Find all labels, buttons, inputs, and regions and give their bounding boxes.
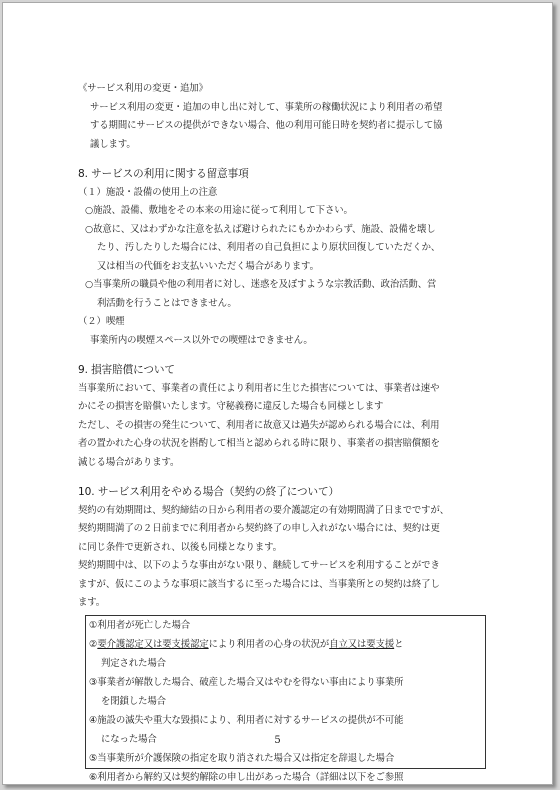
section-9-line: 減じる場合があります。 (78, 456, 180, 468)
condition-item: ⑥利用者から解約又は契約解除の申し出があった場合（詳細は以下をご参照 (89, 771, 404, 783)
condition-item-cont: 判定された場合 (101, 657, 166, 669)
section-8-title: 8. サービスの利用に関する留意事項 (78, 168, 249, 180)
section-9-title: 9. 損害賠償について (78, 364, 175, 376)
section-10-line: に同じ条件で更新され、以後も同様となります。 (78, 541, 282, 553)
section-10-line: ます。 (78, 597, 106, 608)
section-10-title: 10. サービス利用をやめる場合（契約の終了について） (78, 486, 339, 498)
change-line: 議します。 (90, 138, 136, 150)
section-10-line: ますが、仮にこのような事項に該当するに至った場合には、当事業所との契約は終了し (78, 578, 440, 590)
condition-item (89, 635, 485, 654)
section-9-line: 当事業所において、事業者の責任により利用者に生じた損害については、事業者は速や (78, 382, 440, 394)
section-9-line: かにその損害を賠償いたします。守秘義務に違反した場合も同様とします (78, 401, 384, 412)
condition-item: ①利用者が死亡した場合 (89, 619, 191, 631)
section-8-sub2: （２）喫煙 (78, 316, 125, 327)
condition-text: と (394, 638, 404, 650)
section-8-item: ○当事業所の職員や他の利用者に対し、迷惑を及ぼすような宗教活動、政治活動、営 (85, 279, 437, 290)
condition-marker: ② (89, 638, 98, 650)
change-heading: 《サービス利用の変更・追加》 (78, 83, 208, 94)
condition-item-cont: を閉鎖した場合 (101, 695, 166, 707)
section-8-sub1: （１）施設・設備の使用上の注意 (78, 186, 218, 198)
section-10-line: 契約期間満了の２日前までに利用者から契約終了の申し入れがない場合には、契約は更 (78, 523, 440, 534)
underlined-term: 要介護認定又は要支援認定 (97, 638, 209, 650)
section-8-item-cont: たり、汚したりした場合には、利用者の自己負担により原状回復していただくか、 (97, 242, 441, 253)
change-line: する期間にサービスの提供ができない場合、他の利用可能日時を契約者に提示して協 (90, 120, 443, 131)
section-8-item: ○施設、設備、敷地をその本来の用途に従って利用して下さい。 (85, 205, 353, 216)
condition-item-cont: になった場合 (101, 733, 157, 745)
section-10-line: 契約期間中は、以下のような事由がない限り、継続してサービスを利用することができ (78, 560, 440, 571)
document-page (2, 2, 553, 785)
underlined-term: 自立又は要支援 (329, 638, 395, 650)
page-content (78, 80, 492, 783)
change-line: サービス利用の変更・追加の申し出に対して、事業所の稼働状況により利用者の希望 (90, 101, 443, 113)
condition-item: ⑤当事業所が介護保険の指定を取り消された場合又は指定を辞退した場合 (89, 752, 395, 764)
page-number: 5 (274, 735, 281, 746)
condition-item: ③事業者が解散した場合、破産した場合又はやむを得ない事由により事業所 (89, 676, 404, 688)
smoking-text: 事業所内の喫煙スペース以外での喫煙はできません。 (90, 334, 313, 346)
section-8-item-cont: 利活動を行うことはできません。 (97, 297, 237, 309)
condition-item: ④施設の滅失や重大な毀損により、利用者に対するサービスの提供が不可能 (89, 714, 404, 726)
section-10-line: 契約の有効期間は、契約締結の日から利用者の要介護認定の有効期間満了日までですが、 (78, 504, 450, 516)
section-8-item-cont: 又は相当の代価をお支払いいただく場合があります。 (97, 260, 319, 272)
condition-text: により利用者の心身の状況が (208, 638, 330, 650)
section-9-line: 者の置かれた心身の状況を斟酌して相当と認められる時に限り、事業者の損害賠償額を (78, 438, 440, 449)
section-8-item: ○故意に、又はわずかな注意を払えば避けられたにもかかわらず、施設、設備を壊し (85, 223, 436, 235)
section-9-line: ただし、その損害の発生について、利用者に故意又は過失が認められる場合には、利用 (78, 419, 440, 431)
